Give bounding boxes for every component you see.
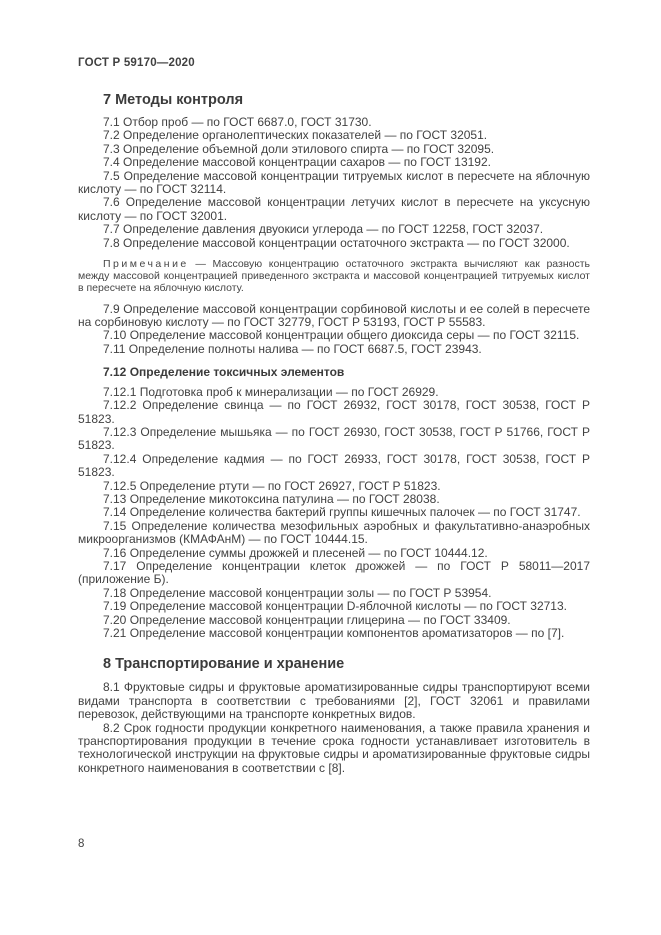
clause-8-1: 8.1 Фруктовые сидры и фруктовые ароматизированные сидры транспортируют всеми видами транспорта в соответствии с требованиями [2], ГОСТ 32061 и правилами перевозок, действующими на транспорте конкретных видов.: [78, 680, 590, 722]
clause-7-6: 7.6 Определение массовой концентрации летучих кислот в пересчете на уксусную кислоту — по ГОСТ 32001.: [78, 195, 590, 223]
clause-7-2: 7.2 Определение органолептических показателей — по ГОСТ 32051.: [103, 128, 488, 143]
note-block: [78, 258, 590, 295]
clause-7-17: 7.17 Определение концентрации клеток дрожжей — по ГОСТ Р 58011—2017 (приложение Б).: [78, 558, 590, 587]
clause-7-12-2: 7.12.2 Определение свинца — по ГОСТ 26932, ГОСТ 30178, ГОСТ 30538, ГОСТ Р 51823.: [78, 398, 590, 426]
clause-7-19: 7.19 Определение массовой концентрации D-яблочной кислоты — по ГОСТ 32713.: [103, 599, 567, 614]
clause-7-9: 7.9 Определение массовой концентрации сорбиновой кислоты и ее солей в пересчете на сорбиновую кислоту — по ГОСТ 32779, ГОСТ Р 53193, ГОСТ Р 55583.: [78, 301, 590, 330]
clause-7-11: 7.11 Определение полноты налива — по ГОСТ 6687.5, ГОСТ 23943.: [103, 341, 482, 356]
clause-7-7: 7.7 Определение давления двуокиси углерода — по ГОСТ 12258, ГОСТ 32037.: [103, 222, 544, 237]
document-code-header: ГОСТ Р 59170—2020: [78, 57, 195, 69]
clause-7-8: 7.8 Определение массовой концентрации остаточного экстракта — по ГОСТ 32000.: [103, 235, 570, 250]
clause-7-18: 7.18 Определение массовой концентрации золы — по ГОСТ Р 53954.: [103, 585, 492, 600]
clause-7-15: 7.15 Определение количества мезофильных аэробных и факультативно-анаэробных микроорганизмов (КМАФАнМ) — по ГОСТ 10444.15.: [78, 518, 590, 547]
clause-7-5: 7.5 Определение массовой концентрации титруемых кислот в пересчете на яблочную кислоту — по ГОСТ 32114.: [78, 168, 590, 197]
clause-7-1: 7.1 Отбор проб — по ГОСТ 6687.0, ГОСТ 31730.: [103, 115, 372, 129]
clause-7-12-4: 7.12.4 Определение кадмия — по ГОСТ 26933, ГОСТ 30178, ГОСТ 30538, ГОСТ Р 51823.: [78, 451, 590, 480]
clause-7-12-3: 7.12.3 Определение мышьяка — по ГОСТ 26930, ГОСТ 30538, ГОСТ Р 51766, ГОСТ Р 51823.: [78, 424, 590, 453]
clause-7-12-1: 7.12.1 Подготовка проб к минерализации — по ГОСТ 26929.: [103, 384, 439, 399]
clause-7-20: 7.20 Определение массовой концентрации глицерина — по ГОСТ 33409.: [103, 612, 511, 627]
clause-7-10: 7.10 Определение массовой концентрации общего диоксида серы — по ГОСТ 32115.: [103, 328, 580, 343]
clause-7-14: 7.14 Определение количества бактерий группы кишечных палочек — по ГОСТ 31747.: [103, 505, 581, 520]
note-text: — Массовую концентрацию остаточного экстракта вычисляют как разность между массовой концентрацией приведенного экстракта и массовой концентрацией титруемых кислот в пересчете на яблочную кислоту.: [78, 258, 590, 295]
section-8-title: 8 Транспортирование и хранение: [103, 656, 345, 673]
clause-8-2: 8.2 Срок годности продукции конкретного наименования, а также правила хранения и транспортирования продукции в течение срока годности устанавливает изготовитель в технологической инструкции на фруктовые сидры и ароматизированные фруктовые сидры конкретного наименования в соответствии с [8].: [78, 720, 590, 775]
clause-7-4: 7.4 Определение массовой концентрации сахаров — по ГОСТ 13192.: [103, 155, 491, 170]
page-number: 8: [78, 838, 85, 850]
clause-7-3: 7.3 Определение объемной доли этилового спирта — по ГОСТ 32095.: [103, 141, 495, 156]
section-7-title: 7 Методы контроля: [103, 92, 244, 108]
subsection-7-12-title: 7.12 Определение токсичных элементов: [103, 365, 345, 380]
clause-7-12-5: 7.12.5 Определение ртути — по ГОСТ 26927, ГОСТ Р 51823.: [103, 478, 441, 493]
clause-7-16: 7.16 Определение суммы дрожжей и плесеней — по ГОСТ 10444.12.: [103, 545, 488, 560]
note-label: Примечание: [103, 258, 189, 271]
clause-7-21: 7.21 Определение массовой концентрации компонентов ароматизаторов — по [7].: [103, 626, 565, 641]
clause-7-13: 7.13 Определение микотоксина патулина — по ГОСТ 28038.: [103, 491, 440, 506]
